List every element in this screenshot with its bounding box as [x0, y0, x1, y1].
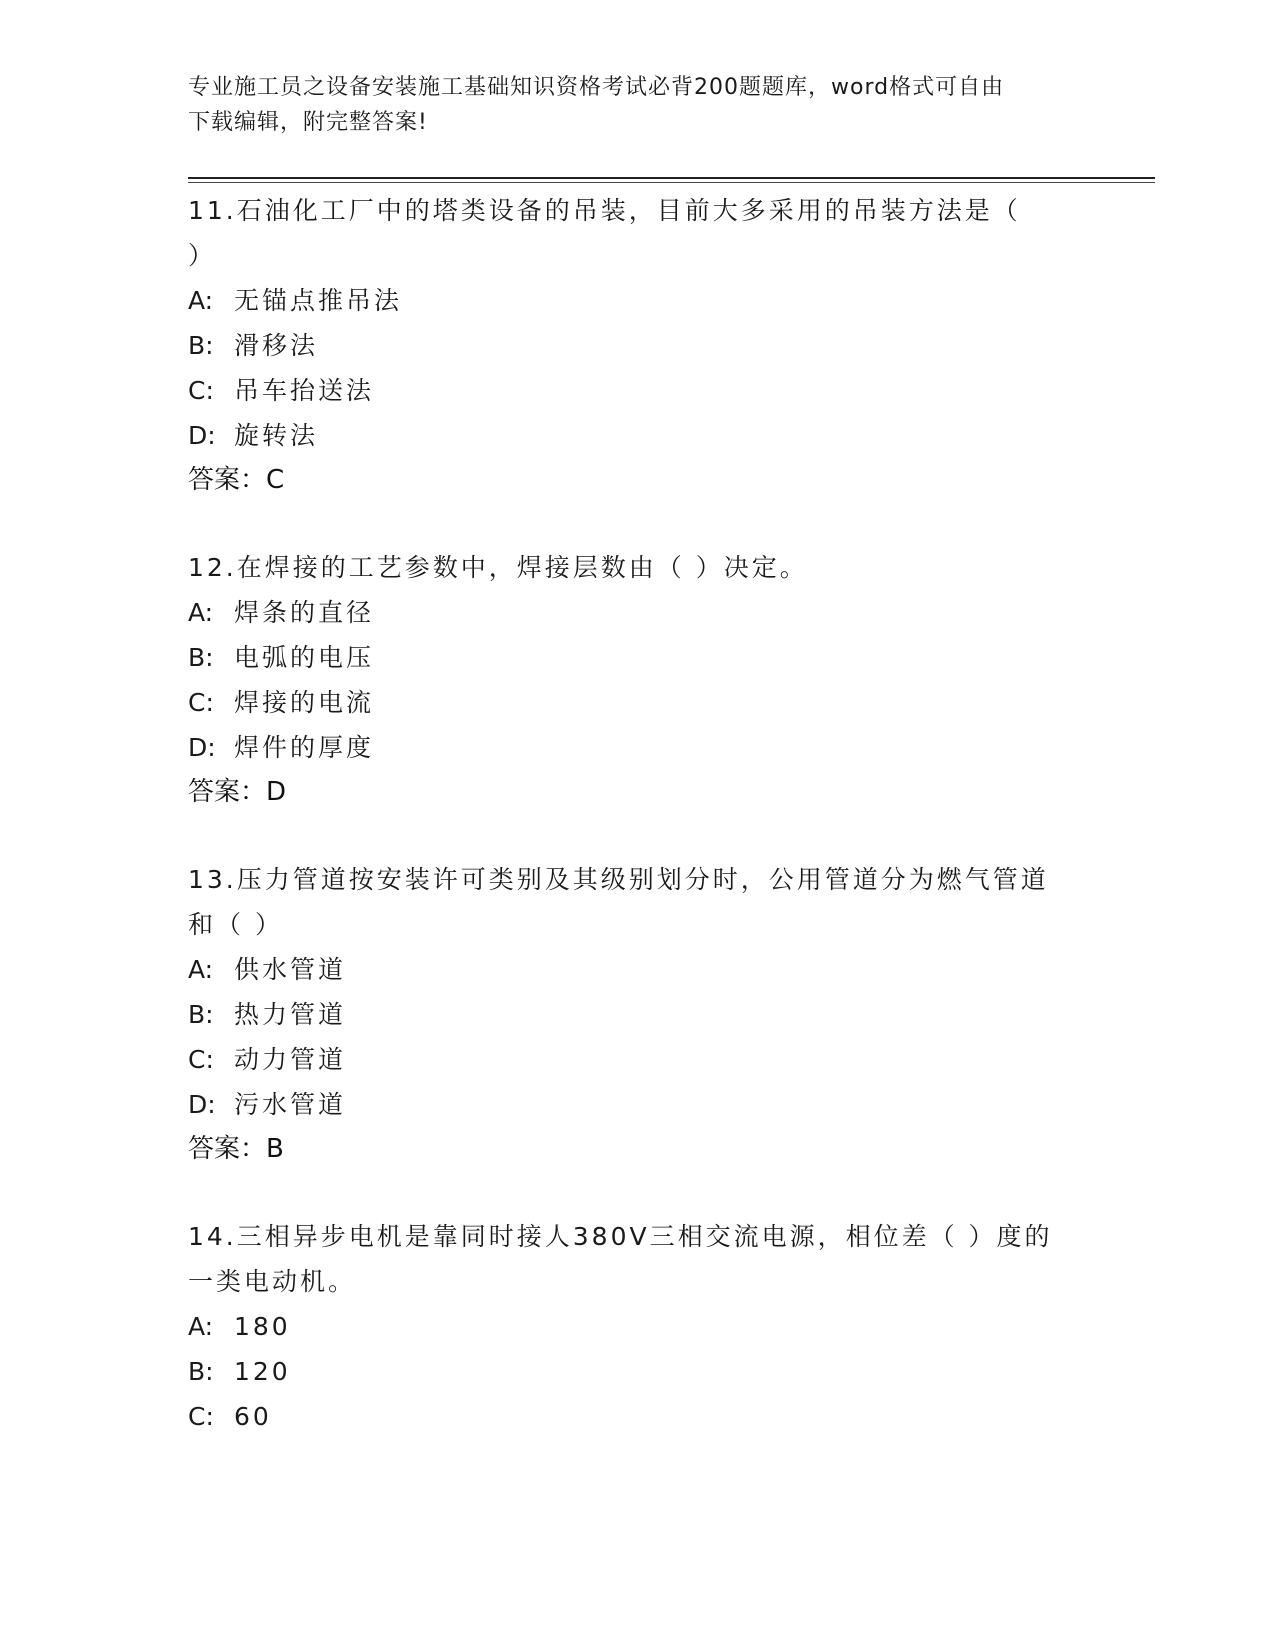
option-b: [188, 992, 1088, 1037]
option-letter: D:: [188, 733, 216, 762]
option-text: 焊条的直径: [234, 598, 375, 627]
option-d: [188, 725, 1088, 770]
question-text-line-1: 14.三相异步电机是靠同时接人380V三相交流电源，相位差（ ）度的: [188, 1222, 1053, 1251]
option-text: 无锚点推吊法: [234, 286, 403, 315]
option-text: 焊接的电流: [234, 688, 375, 717]
question-text-line-1: 13.压力管道按安装许可类别及其级别划分时，公用管道分为燃气管道: [188, 865, 1049, 894]
question-text-line-1: 12.在焊接的工艺参数中，焊接层数由（ ）决定。: [188, 553, 808, 582]
option-text: 吊车抬送法: [234, 376, 375, 405]
option-text: 动力管道: [234, 1045, 347, 1074]
option-text: 滑移法: [234, 331, 319, 360]
question-list: [188, 188, 1088, 1481]
option-c: [188, 680, 1088, 725]
header-line-1: 专业施工员之设备安装施工基础知识资格考试必背200题题库，word格式可自由: [188, 75, 1005, 100]
option-letter: B:: [188, 643, 214, 672]
header-divider-thin: [188, 182, 1155, 183]
option-a: [188, 278, 1088, 323]
option-a: [188, 947, 1088, 992]
question-13: [188, 857, 1088, 1172]
option-text: 电弧的电压: [234, 643, 375, 672]
answer-label: 答案：B: [188, 1134, 284, 1164]
option-d: [188, 1082, 1088, 1127]
answer-label: 答案：C: [188, 465, 285, 495]
question-text-line-2: ）: [188, 241, 217, 270]
option-a: [188, 590, 1088, 635]
option-text: 热力管道: [234, 1000, 347, 1029]
option-text: 60: [234, 1402, 272, 1431]
answer-label: 答案：D: [188, 777, 287, 807]
option-letter: A:: [188, 955, 214, 984]
option-text: 供水管道: [234, 955, 347, 984]
question-11: [188, 188, 1088, 503]
option-a: [188, 1304, 1088, 1349]
option-text: 焊件的厚度: [234, 733, 375, 762]
option-b: [188, 635, 1088, 680]
option-c: [188, 368, 1088, 413]
option-letter: C:: [188, 1402, 214, 1431]
option-letter: A:: [188, 598, 214, 627]
option-c: [188, 1037, 1088, 1082]
question-12: [188, 545, 1088, 815]
option-text: 180: [234, 1312, 291, 1341]
option-c: [188, 1394, 1088, 1439]
option-letter: C:: [188, 688, 214, 717]
option-d: [188, 413, 1088, 458]
option-text: 污水管道: [234, 1090, 347, 1119]
option-letter: B:: [188, 1357, 214, 1386]
option-letter: B:: [188, 331, 214, 360]
option-b: [188, 1349, 1088, 1394]
question-14: [188, 1214, 1088, 1439]
header-line-2: 下载编辑，附完整答案!: [188, 110, 428, 135]
option-letter: A:: [188, 1312, 214, 1341]
option-text: 旋转法: [234, 421, 319, 450]
option-letter: D:: [188, 1090, 216, 1119]
header-divider-thick: [188, 177, 1155, 179]
question-text-line-2: 和（ ）: [188, 910, 283, 939]
option-text: 120: [234, 1357, 291, 1386]
document-header: [188, 70, 1088, 140]
option-letter: C:: [188, 1045, 214, 1074]
option-letter: B:: [188, 1000, 214, 1029]
option-b: [188, 323, 1088, 368]
question-text-line-2: 一类电动机。: [188, 1267, 357, 1296]
option-letter: A:: [188, 286, 214, 315]
option-letter: C:: [188, 376, 214, 405]
option-letter: D:: [188, 421, 216, 450]
question-text-line-1: 11.石油化工厂中的塔类设备的吊装，目前大多采用的吊装方法是（: [188, 196, 1021, 225]
